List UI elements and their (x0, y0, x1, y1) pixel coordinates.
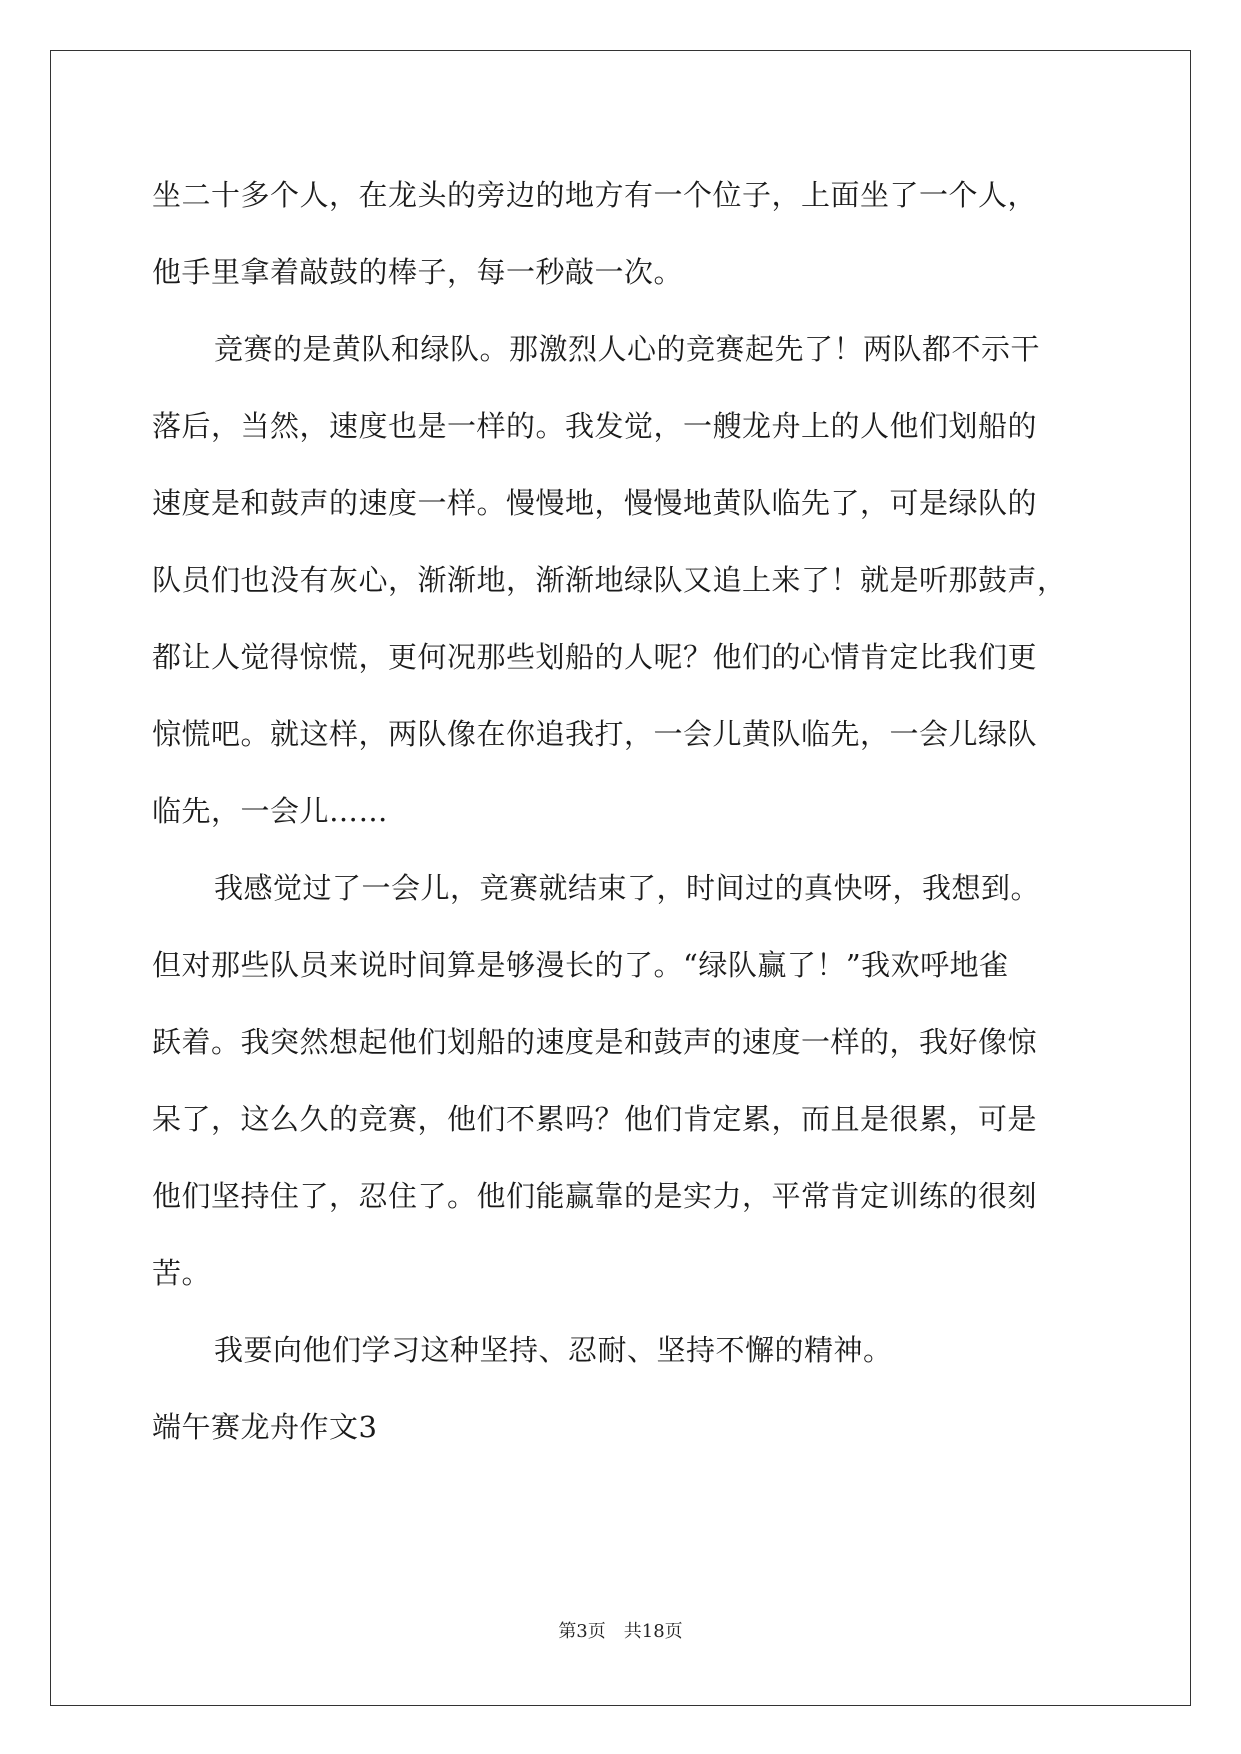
text-line: 他手里拿着敲鼓的棒子，每一秒敲一次。 (152, 255, 684, 289)
text-line: 惊慌吧。就这样，两队像在你追我打，一会儿黄队临先，一会儿绿队 (152, 717, 1038, 751)
section-heading: 端午赛龙舟作文3 (152, 1410, 378, 1444)
paragraph-start-line: 竞赛的是黄队和绿队。那激烈人心的竞赛起先了！两队都不示干 (214, 332, 1041, 366)
text-line: 呆了，这么久的竞赛，他们不累吗？他们肯定累，而且是很累，可是 (152, 1102, 1038, 1136)
text-line: 临先，一会儿…… (152, 794, 389, 828)
text-line: 坐二十多个人，在龙头的旁边的地方有一个位子，上面坐了一个人， (152, 178, 1038, 212)
text-line: 落后，当然，速度也是一样的。我发觉，一艘龙舟上的人他们划船的 (152, 409, 1038, 443)
text-line: 他们坚持住了，忍住了。他们能赢靠的是实力，平常肯定训练的很刻 (152, 1179, 1038, 1213)
text-line: 但对那些队员来说时间算是够漫长的了。“绿队赢了！”我欢呼地雀 (152, 948, 1009, 982)
text-line: 速度是和鼓声的速度一样。慢慢地，慢慢地黄队临先了，可是绿队的 (152, 486, 1038, 520)
page-total: 共18页 (623, 1621, 683, 1642)
paragraph-start-line: 我感觉过了一会儿，竞赛就结束了，时间过的真快呀，我想到。 (214, 871, 1041, 905)
document-body (152, 168, 1092, 1477)
text-line: 跃着。我突然想起他们划船的速度是和鼓声的速度一样的，我好像惊 (152, 1025, 1038, 1059)
text-line: 队员们也没有灰心，渐渐地，渐渐地绿队又追上来了！就是听那鼓声， (152, 563, 1067, 597)
page-number: 第3页 (558, 1621, 606, 1642)
paragraph-start-line: 我要向他们学习这种坚持、忍耐、坚持不懈的精神。 (214, 1333, 893, 1367)
page-footer (0, 1620, 1241, 1644)
text-line: 苦。 (152, 1256, 212, 1290)
text-line: 都让人觉得惊慌，更何况那些划船的人呢？他们的心情肯定比我们更 (152, 640, 1038, 674)
